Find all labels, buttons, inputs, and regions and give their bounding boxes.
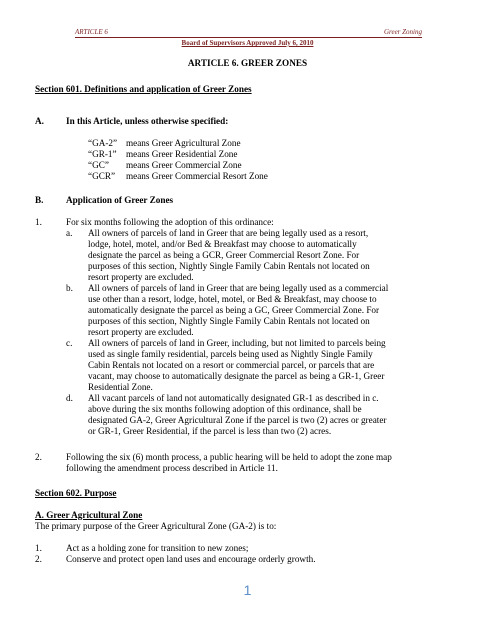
purpose-item-number: 2. (35, 554, 42, 564)
subitem-line: above during the six months following adoption of this ordinance, shall be (88, 404, 362, 414)
subitem-line: vacant, may choose to automatically designate the parcel as being a GR-1, Greer (88, 371, 385, 381)
definition-meaning: means Greer Agricultural Zone (126, 138, 241, 148)
header-rule (75, 37, 422, 38)
header-subtitle: Board of Supervisors Approved July 6, 2010 (181, 39, 314, 47)
subitem-line: use other than a resort, lodge, hotel, motel, or Bed & Breakfast, may choose to (88, 294, 377, 304)
definition-item (88, 149, 237, 160)
section-602-heading: Section 602. Purpose (35, 488, 117, 498)
subitem-line: purposes of this section, Nightly Single Family Cabin Rentals not located on (88, 316, 370, 326)
item-2-number: 2. (35, 452, 42, 462)
definition-item (88, 138, 241, 149)
item-2-line: following the amendment process described in Article 11. (66, 463, 278, 473)
definition-item (88, 171, 268, 182)
subitem-label: b. (66, 283, 73, 293)
subitem-line: All vacant parcels of land not automatically designated GR-1 as described in c. (88, 393, 379, 403)
section-602-subheading: A. Greer Agricultural Zone (35, 510, 143, 520)
purpose-item-text: Conserve and protect open land uses and encourage orderly growth. (66, 554, 316, 564)
subitem-line: Cabin Rentals not located on a resort or commercial parcel, or parcels that are (88, 360, 375, 370)
purpose-item-text: Act as a holding zone for transition to new zones; (66, 543, 249, 553)
header-title: Greer Zoning (383, 28, 422, 36)
page-number: 1 (243, 582, 252, 598)
subitem-line: resort property are excluded. (88, 272, 194, 282)
item-1-number: 1. (35, 217, 42, 227)
subitem-line: All owners of parcels of land in Greer that are being legally used as a resort, (88, 228, 369, 238)
subitem-line: designated GA-2, Greer Agricultural Zone if the parcel is two (2) acres or greater (88, 415, 387, 425)
item-2-line: Following the six (6) month process, a public hearing will be held to adopt the zone map (66, 452, 392, 462)
section-601-heading: Section 601. Definitions and application of Greer Zones (35, 84, 252, 94)
subitem-line: automatically designate the parcel as being a GC, Greer Commercial Zone. For (88, 305, 380, 315)
subitem-label: c. (66, 338, 73, 348)
subitem-line: All owners of parcels of land in Greer, including, but not limited to parcels being (88, 338, 386, 348)
definition-item (88, 160, 242, 171)
subitem-line: purposes of this section, Nightly Single Family Cabin Rentals not located on (88, 261, 370, 271)
clause-b-label: B. (35, 195, 44, 205)
subitem-line: lodge, hotel, motel, and/or Bed & Breakfast may choose to automatically (88, 239, 357, 249)
clause-b-text: Application of Greer Zones (66, 195, 174, 205)
purpose-item-number: 1. (35, 543, 42, 553)
section-602-intro: The primary purpose of the Greer Agricultural Zone (GA-2) is to: (35, 521, 277, 531)
item-1-text: For six months following the adoption of this ordinance: (66, 217, 274, 227)
subitem-label: d. (66, 393, 73, 403)
subitem-label: a. (66, 228, 73, 238)
definition-meaning: means Greer Residential Zone (126, 149, 238, 159)
subitem-line: All owners of parcels of land in Greer that are being legally used as a commercial (88, 283, 389, 293)
definition-term: “GR-1” (88, 149, 117, 159)
clause-a-label: A. (35, 116, 44, 126)
header-article: ARTICLE 6 (75, 28, 108, 36)
subitem-line: designate the parcel as being a GCR, Greer Commercial Resort Zone. For (88, 250, 360, 260)
definition-meaning: means Greer Commercial Zone (126, 160, 242, 170)
page-title: ARTICLE 6. GREER ZONES (187, 58, 308, 68)
definition-term: “GCR” (88, 171, 116, 181)
subitem-line: used as single family residential, parcels being used as Nightly Single Family (88, 349, 373, 359)
subitem-line: resort property are excluded. (88, 327, 194, 337)
clause-a-text: In this Article, unless otherwise specified: (66, 116, 229, 126)
subitem-line: or GR-1, Greer Residential, if the parcel is less than two (2) acres. (88, 426, 332, 436)
definition-meaning: means Greer Commercial Resort Zone (126, 171, 268, 181)
definition-term: “GC” (88, 160, 109, 170)
subitem-line: Residential Zone. (88, 382, 153, 392)
definition-term: “GA-2” (88, 138, 118, 148)
